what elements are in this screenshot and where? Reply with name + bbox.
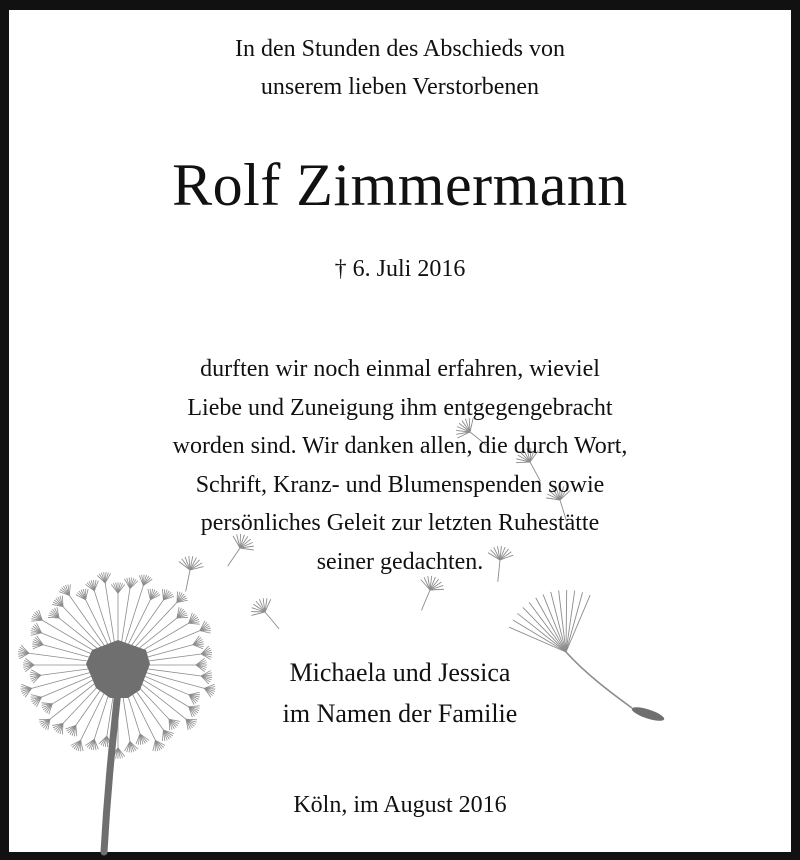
message-line: persönliches Geleit zur letzten Ruhestätte — [200, 510, 600, 536]
intro-line-1: In den Stunden des Abschieds von — [235, 36, 565, 62]
message-line: Liebe und Zuneigung ihm entgegengebracht — [187, 394, 613, 421]
message-text — [0, 350, 800, 581]
message-line: worden sind. Wir danken allen, die durch Wort, — [172, 433, 628, 459]
signature-line-2: im Namen der Familie — [282, 699, 518, 728]
message-line: Schrift, Kranz- und Blumenspenden sowie — [195, 471, 605, 498]
signature — [0, 652, 800, 734]
intro-text — [0, 30, 800, 106]
message-line: seiner gedachten. — [316, 548, 484, 575]
message-line: durften wir noch einmal erfahren, wieviel — [200, 356, 600, 382]
deceased-name: Rolf Zimmermann — [172, 152, 628, 218]
intro-line-2: unserem lieben Verstorbenen — [260, 74, 540, 100]
death-date: † 6. Juli 2016 — [334, 256, 466, 282]
signature-line-1: Michaela und Jessica — [289, 658, 511, 687]
place-date: Köln, im August 2016 — [293, 792, 507, 818]
